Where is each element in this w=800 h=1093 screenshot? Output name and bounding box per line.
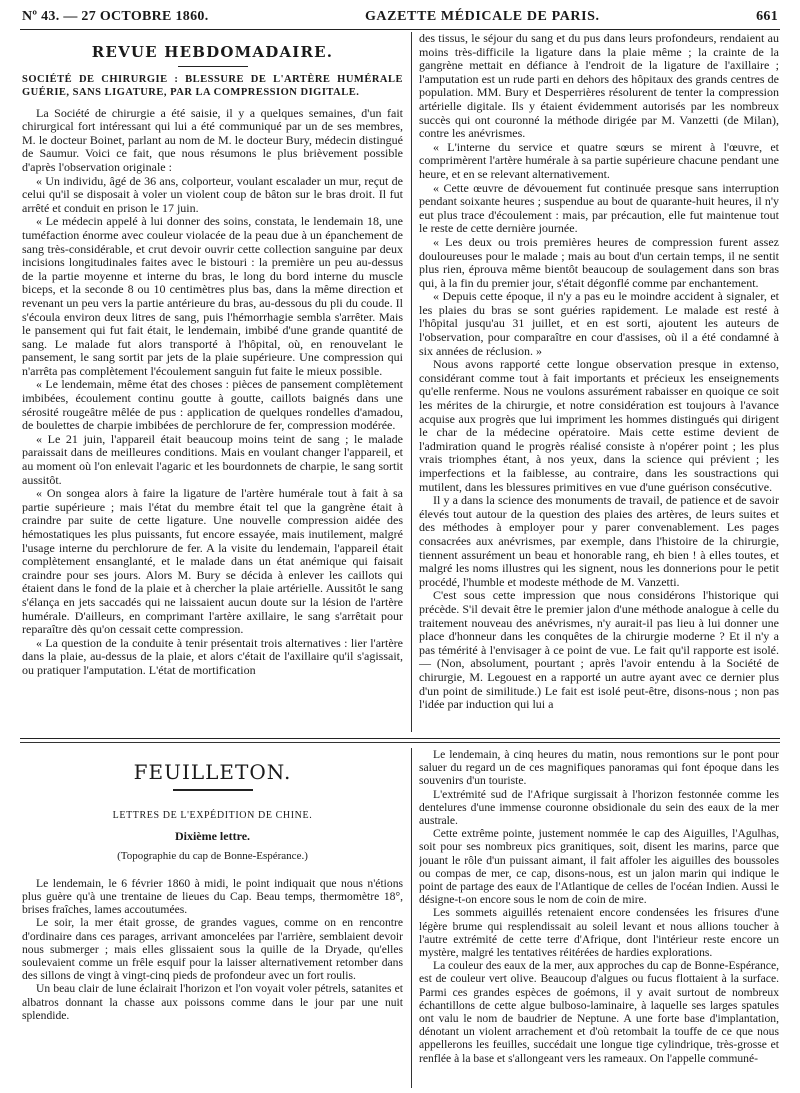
letter-number: Dixième lettre. — [174, 829, 251, 844]
paragraph: Le soir, la mer était grosse, de grandes vagues, comme on en rencontre d'ordinaire dans ces parages, arrivant amoncelées par l'arrière, semblaient devoir nous submerger ; mais elles glissaient sous la quille de la Dryade, qu'elles soulevaient comme un frêle esquif pour la laisser alternativement retomber dans des sillons de vingt à vingt-cinq pieds de profondeur avec un fort roulis. — [22, 916, 403, 983]
feuilleton-rule-bottom — [20, 742, 780, 743]
paragraph: « La question de la conduite à tenir présentait trois alternatives : lier l'artère dans la plaie, au-dessus de la plaie, et alors c'était de l'axillaire qu'il s'agissait, ou pratiquer l'amputation. L'état de mortification — [22, 635, 403, 677]
paragraph: Le lendemain, le 6 février 1860 à midi, le point indiquait que nous n'étions plus guère qu'à une trentaine de lieues du Cap. Beau temps, thermomètre 18°, brises fraîches, lames accoutumées. — [22, 876, 403, 917]
feuilleton-title: FEUILLETON. — [133, 760, 292, 784]
revue-title-rule — [178, 66, 248, 67]
feuilleton-title-rule — [173, 789, 253, 791]
paragraph: « On songea alors à faire la ligature de l'artère humérale tout à fait à sa partie supérieure ; mais l'état du membre était tel que la gangrène était à craindre par suite de cette ligature. Une nouvelle compression aidée des hémostatiques les plus puissants, fut encore essayée, mais inutilement, malgré l'usage interne du perchlorure de fer. A la visite du lendemain, l'appareil était complètement ensanglanté, et le malade dans un état anémique qui faisait craindre pour ses jours. Alors M. Bury se décida à enlever les caillots qui étaient dans le fond de la plaie et à chercher la plaie artérielle. Aussitôt le sang s'élança en jets saccadés qui ne laissaient aucun doute sur la lésion de l'artère humérale. D'ailleurs, en comprimant l'artère axillaire, le sang s'arrêtait pour reparaître dès qu'on cessait cette compression. — [22, 486, 403, 637]
revue-left-column — [22, 32, 403, 732]
feuilleton-left-column — [22, 748, 403, 1088]
paragraph: La Société de chirurgie a été saisie, il y a quelques semaines, d'un fait chirurgical fort intéressant qui lui a été communiqué par un de ses membres, M. le docteur Boinet, parlant au nom de M. le docteur Bury, médecin distingué de Saumur. Voici ce fait, que nous résumons le plus brièvement possible d'après l'observation originale : — [22, 105, 403, 174]
column-divider — [411, 32, 412, 732]
paragraph: « Depuis cette époque, il n'y a pas eu le moindre accident à signaler, et les plaies du bras se sont guéries rapidement. Le malade est resté à l'hôpital jusqu'au 31 juillet, et en est sorti, ajoutent les auteurs de l'observation, pour comparaître en cour d'assises, où il a été condamné à six années de réclusion. » — [419, 289, 779, 358]
paragraph: « Cette œuvre de dévouement fut continuée presque sans interruption pendant soixante heures ; suspendue au bout de quarante-huit heures, il n'y eut plus trace d'écoulement : mais, par précaution, elle fut maintenue tout le reste de cette dernière journée. — [419, 180, 779, 236]
paragraph: Cette extrême pointe, justement nommée le cap des Aiguilles, l'Agulhas, soit pour ses nombreux pics granitiques, soit, disent les marins, parce que jouant le rôle d'un puissant aimant, il fait affoler les aiguilles des boussoles ou compas de mer, ce cap, disons-nous, est un jalon marin qui indique le point de partage des eaux de l'Atlantique de celles de l'océan Indien. Aussi le désigne-t-on encore sous le nom de coin de mire. — [419, 827, 779, 907]
paragraph: L'extrémité sud de l'Afrique surgissait à l'horizon festonnée comme les dentelures d'une immense couronne obsidionale du sein des eaux de la mer australe. — [419, 787, 779, 828]
revue-title: REVUE HEBDOMADAIRE. — [91, 43, 334, 61]
paragraph: Les sommets aiguillés retenaient encore condensées les frisures d'une légère brume qui resplendissait au soleil levant et nous allions toucher à l'autre extrémité de cette terre d'Afrique, dont l'intérieur reste encore un mystère, malgré les tentatives réitérées de hardies explorations. — [419, 906, 779, 960]
paragraph: « Le lendemain, même état des choses : pièces de pansement complètement imbibées, écoulement continu goutte à goutte, caillots baignés dans une sérosité rougeâtre mêlée de pus : application de quelques rondelles d'amadou, de boulettes de charpie imbibées de perchlorure de fer, compression modérée. — [22, 377, 403, 433]
paragraph: des tissus, le séjour du sang et du pus dans leurs profondeurs, rendaient au moins très-difficile la ligature dans la plaie même ; la crainte de la gangrène mettait en défiance à l'endroit de la ligature de l'axillaire ; l'amputation est un rude parti en dehors des hôpitaux des grands centres de population. MM. Bury et Desperrières résolurent de tenter la compression artérielle digitale. Ils y étaient évidemment autorisés par les nombreux succès qui ont couronné la méthode dirigée par M. Vanzetti (de Milan), contre les anévrismes. — [419, 32, 779, 141]
paragraph: Le lendemain, à cinq heures du matin, nous remontions sur le pont pour saluer du regard un de ces magnifiques panoramas qui font époque dans les souvenirs d'un touriste. — [419, 748, 779, 788]
feuilleton-rule-top — [20, 738, 780, 739]
journal-title: GAZETTE MÉDICALE DE PARIS. — [364, 9, 600, 24]
page-header — [22, 6, 778, 28]
paragraph: Nous avons rapporté cette longue observation presque in extenso, considérant comme tout à fait importants et précieux les enseignements qu'elle renferme. Nous ne voulons assurément rabaisser en quoique ce soit les mérites de la chirurgie, et notre considération est toujours à l'avance acquise aux progrès que lui impriment les hommes distingués qui dirigent le char de la médecine opératoire. Mais cette estime devient de l'admiration quand le progrès réalisé consiste à n'opérer point ; les plus vrais triomphes étant, à nos yeux, dans la science qui prévient ; les imperfections et la faiblesse, au contraire, dans les soustractions qui mutilent, dans les blessures primitives en vue d'une guérison consécutive. — [419, 357, 779, 494]
letters-series: LETTRES DE L'EXPÉDITION DE CHINE. — [112, 810, 313, 822]
paragraph: Il y a dans la science des monuments de travail, de patience et de savoir élevés tout autour de la question des plaies des artères, de leurs suites et des méthodes à employer pour y parer convenablement. Les pages consacrées aux anévrismes, par exemple, dans l'histoire de la chirurgie, tiennent assurément un beau et honorable rang, eh bien ! à elles toutes, et malgré les noms illustres qui les signent, nous les donnerions pour le petit procédé, l'humble et modeste méthode de M. Vanzetti. — [419, 493, 779, 589]
paragraph: Un beau clair de lune éclairait l'horizon et l'on voyait voler pétrels, satanites et albatros donnant la chasse aux poissons comme dans le jour par une nuit splendide. — [22, 982, 403, 1022]
paragraph: « Le 21 juin, l'appareil était beaucoup moins teint de sang ; le malade paraissait dans de meilleures conditions. Mais en voulant changer l'appareil, et au moment où l'on enlevait l'agaric et les bourdonnets de charpie, le sang sortit aussitôt. — [22, 431, 403, 487]
paragraph: La couleur des eaux de la mer, aux approches du cap de Bonne-Espérance, est de couleur vert olive. Beaucoup d'algues ou fucus flottaient à la surface. Parmi ces grandes espèces de goémons, il y avait surtout de nombreux échantillons de cette algue bulboso-laminaire, à laquelle ses larges spatules ont valu le nom de baudrier de Neptune. A une forte base d'implantation, dénotant un violent arrachement et d'où retombait la touffe de ce que nous appellerons les feuilles, succédait une longue tige cylindrique, très-grosse et renflée à la base et s'allongeant vers les rameaux. On l'appelle communé- — [419, 959, 779, 1065]
issue-number: Nº 43. — 27 OCTOBRE 1860. — [22, 9, 209, 24]
paragraph: « L'interne du service et quatre sœurs se mirent à l'œuvre, et comprimèrent l'artère humérale à sa partie supérieure chacune pendant une heure, et en se relevant alternativement. — [419, 139, 779, 181]
header-rule — [20, 29, 780, 30]
page-number: 661 — [756, 9, 778, 24]
paragraph: C'est sous cette impression que nous considérons l'historique qui précède. S'il devait être le premier jalon d'une méthode analogue à celle du traitement nouveau des anévrismes, n'y aurait-il pas lieu à lui donner une place d'honneur dans les conquêtes de la chirurgie moderne ? Et il n'y a pas témérité à l'envisager à ce point de vue. Le fait qu'il rapporte est isolé. — (Non, absolument, pourtant ; après l'avoir entendu à la Société de chirurgie, M. Legouest en a rapporté un autre ayant avec ce dernier plus d'un point de similitude.) Le fait est isolé peut-être, disons-nous ; non pas l'idée par induction qui lui a — [419, 588, 779, 712]
revue-headline: SOCIÉTÉ DE CHIRURGIE : BLESSURE DE L'ARTÈRE HUMÉRALE GUÉRIE, SANS LIGATURE, PAR LA COMPRESSION DIGITALE. — [22, 73, 403, 98]
paragraph: « Un individu, âgé de 36 ans, colporteur, voulant escalader un mur, reçut de celui qu'il se disposait à voler un violent coup de bâton sur le bras droit. Il fut arrêté et conduit en prison le 17 juin. — [22, 173, 403, 215]
feuilleton-column-divider — [411, 748, 412, 1088]
revue-right-column — [419, 32, 779, 732]
paragraph: « Les deux ou trois premières heures de compression furent assez douloureuses pour le malade ; mais au bout d'un certain temps, il ne sentit plus rien, éprouva même bientôt beaucoup de soulagement dans son bras qui, à la fin du premier jour, s'était dégonflé comme par enchantement. — [419, 234, 779, 290]
letter-topic: (Topographie du cap de Bonne-Espérance.) — [117, 849, 308, 862]
feuilleton-right-column — [419, 748, 779, 1088]
paragraph: « Le médecin appelé à lui donner des soins, constata, le lendemain 18, une tuméfaction énorme avec couleur violacée de la peau due à un épanchement de sang très-considérable, et crut devoir ouvrir cette collection sanguine par deux incisions longitudinales faites avec le bistouri : la première un peu au-dessus de la partie moyenne et interne du bras, le long du bord interne du muscle biceps, et la seconde 8 ou 10 centimètres plus bas, dans la même direction et revenant un peu vers la partie antérieure du bras, au-dessous du pli du coude. Il s'écoula environ deux litres de sang, puis l'hémorrhagie sembla s'arrêter. Mais le pansement qui fut fait était, le lendemain, imbibé d'une grande quantité de sang. Le malade fut alors transporté à l'hôpital, où, en renouvelant le pansement, le sang sortit par jets de la plaie supérieure. Une compression qui n'arrêta pas complètement l'écoulement sanguin fut faite le mieux possible. — [22, 214, 403, 378]
